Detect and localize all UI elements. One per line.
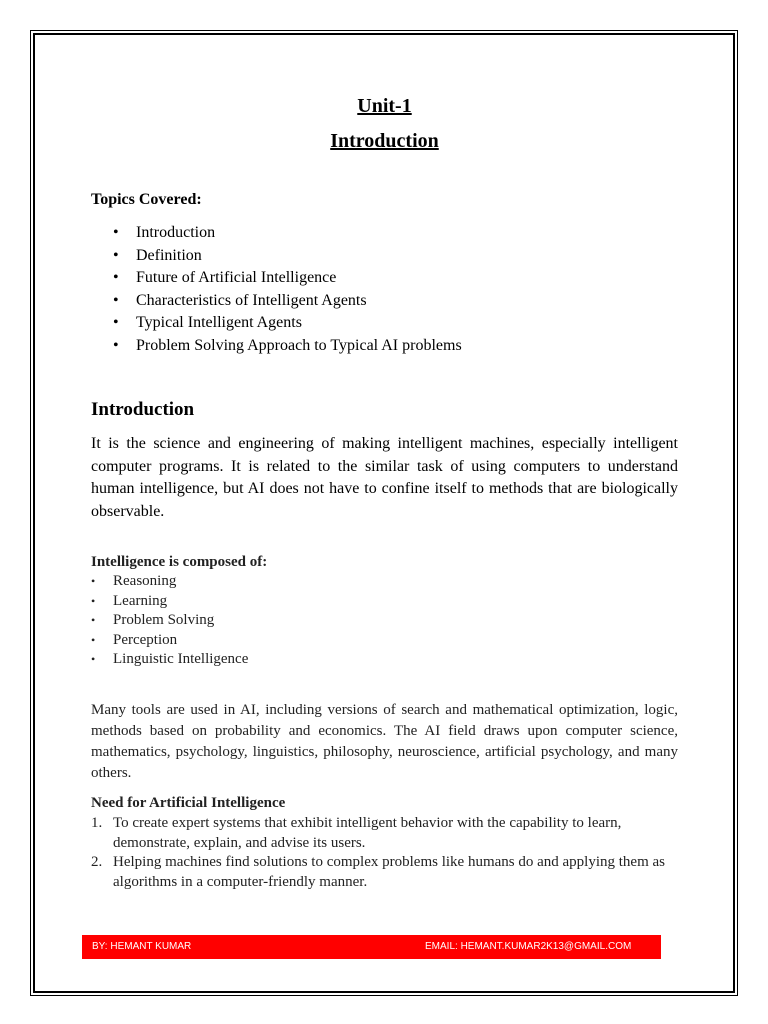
list-item <box>91 245 462 268</box>
bullet-icon: • <box>113 246 119 264</box>
bullet-icon: • <box>113 224 119 241</box>
list-number: 1. <box>91 815 103 831</box>
list-item <box>91 267 462 290</box>
intelligence-heading: Intelligence is composed of: <box>91 554 268 570</box>
introduction-heading: Introduction <box>91 399 195 420</box>
intelligence-label: Linguistic Intelligence <box>113 651 249 667</box>
list-item <box>91 312 462 335</box>
list-item <box>91 572 248 592</box>
bullet-icon: • <box>113 291 119 309</box>
list-item <box>91 631 248 651</box>
topics-heading: Topics Covered: <box>91 191 202 208</box>
intelligence-label: Reasoning <box>113 573 177 589</box>
need-text: To create expert systems that exhibit intelligent behavior with the capability to learn, demonstrate, explain, and advise its users. <box>113 815 622 851</box>
need-text: Helping machines find solutions to complex problems like humans do and applying them as algorithms in a computer-friendly manner. <box>113 854 665 890</box>
list-item <box>91 611 248 631</box>
intelligence-list <box>91 572 248 670</box>
unit-title: Unit-1 <box>357 95 412 117</box>
bullet-icon: • <box>91 574 96 588</box>
page-title: Introduction <box>330 130 439 152</box>
list-number: 2. <box>91 854 103 870</box>
list-item <box>91 222 462 245</box>
list-item <box>91 853 678 892</box>
bullet-icon: • <box>91 652 96 666</box>
topic-label: Problem Solving Approach to Typical AI problems <box>136 336 462 354</box>
topic-label: Introduction <box>136 224 216 241</box>
introduction-paragraph: It is the science and engineering of making intelligent machines, especially intelligent computer programs. It is related to the similar task of using computers to understand human intelligence, but AI does not have to confine itself to methods that are biologically observable. <box>91 435 678 520</box>
need-list <box>91 814 678 892</box>
tools-paragraph: Many tools are used in AI, including versions of search and mathematical optimization, logic, methods based on probability and economics. The AI field draws upon computer science, mathematics, psychology, linguistics, philosophy, neuroscience, artificial psychology, and many others. <box>91 702 678 781</box>
topics-list <box>91 222 462 357</box>
topic-label: Definition <box>136 246 202 264</box>
intelligence-label: Perception <box>113 631 178 648</box>
intelligence-label: Problem Solving <box>113 612 215 628</box>
intelligence-label: Learning <box>113 592 168 609</box>
bullet-icon: • <box>91 632 96 647</box>
footer-bar <box>82 935 661 959</box>
bullet-icon: • <box>113 314 119 331</box>
footer-email: EMAIL: HEMANT.KUMAR2K13@GMAIL.COM <box>425 941 632 952</box>
footer-author: BY: HEMANT KUMAR <box>92 941 192 952</box>
bullet-icon: • <box>91 613 96 627</box>
need-heading: Need for Artificial Intelligence <box>91 795 286 811</box>
bullet-icon: • <box>91 593 96 608</box>
list-item <box>91 290 462 313</box>
bullet-icon: • <box>113 336 119 354</box>
list-item <box>91 814 678 853</box>
list-item <box>91 650 248 670</box>
topic-label: Future of Artificial Intelligence <box>136 269 337 286</box>
bullet-icon: • <box>113 269 119 286</box>
list-item <box>91 592 248 612</box>
topic-label: Characteristics of Intelligent Agents <box>136 291 367 309</box>
topic-label: Typical Intelligent Agents <box>136 314 302 331</box>
list-item <box>91 335 462 358</box>
